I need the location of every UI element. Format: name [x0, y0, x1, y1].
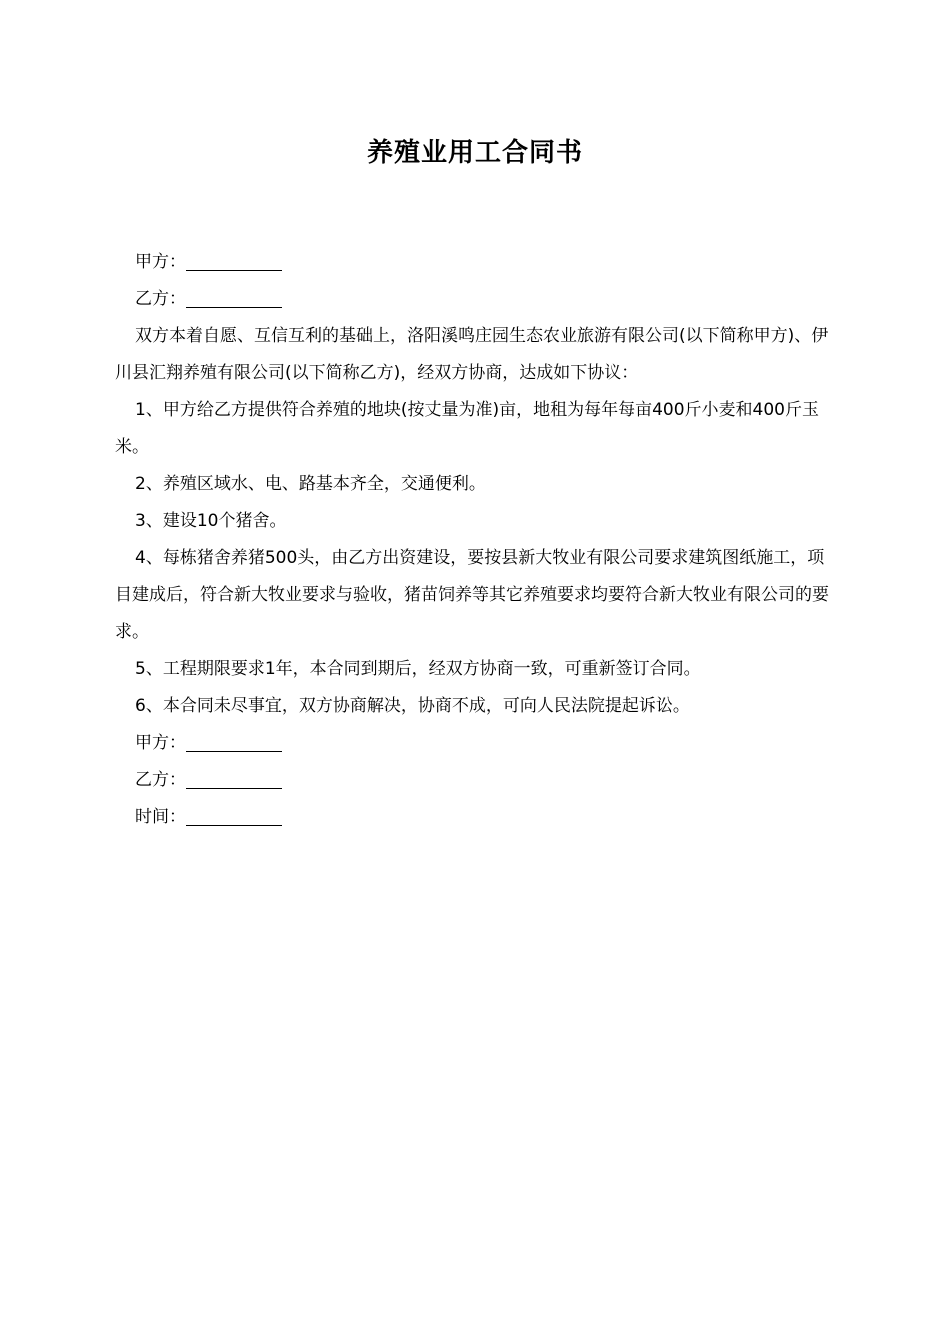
party-b-label: 乙方：	[135, 289, 186, 309]
clause-3: 3、建设10个猪舍。	[135, 511, 287, 531]
signature-party-b	[115, 762, 837, 799]
intro-paragraph: 双方本着自愿、互信互利的基础上，洛阳溪鸣庄园生态农业旅游有限公司(以下简称甲方)、伊川县汇翔养殖有限公司(以下简称乙方)，经双方协商，达成如下协议：	[115, 326, 829, 383]
clause-1: 1、甲方给乙方提供符合养殖的地块(按丈量为准)亩，地租为每年每亩400斤小麦和400斤玉米。	[115, 400, 819, 457]
contract-body	[115, 244, 837, 836]
document-title: 养殖业用工合同书	[366, 138, 583, 168]
signature-date	[115, 799, 837, 836]
signature-party-a	[115, 725, 837, 762]
clause-6: 6、本合同未尽事宜，双方协商解决，协商不成，可向人民法院提起诉讼。	[135, 696, 690, 716]
signature-date-blank	[186, 807, 282, 826]
header-party-a	[115, 244, 837, 281]
party-b-blank	[186, 289, 282, 308]
signature-date-label: 时间：	[135, 807, 186, 827]
party-a-label: 甲方：	[135, 252, 186, 272]
signature-party-b-blank	[186, 770, 282, 789]
clause-5: 5、工程期限要求1年，本合同到期后，经双方协商一致，可重新签订合同。	[135, 659, 701, 679]
clause-2: 2、养殖区域水、电、路基本齐全，交通便利。	[135, 474, 486, 494]
clause-4: 4、每栋猪舍养猪500头，由乙方出资建设，要按县新大牧业有限公司要求建筑图纸施工，项目建成后，符合新大牧业要求与验收，猪苗饲养等其它养殖要求均要符合新大牧业有限公司的要求。	[115, 548, 829, 642]
party-a-blank	[186, 252, 282, 271]
signature-party-b-label: 乙方：	[135, 770, 186, 790]
signature-party-a-label: 甲方：	[135, 733, 186, 753]
signature-party-a-blank	[186, 733, 282, 752]
header-party-b	[115, 281, 837, 318]
